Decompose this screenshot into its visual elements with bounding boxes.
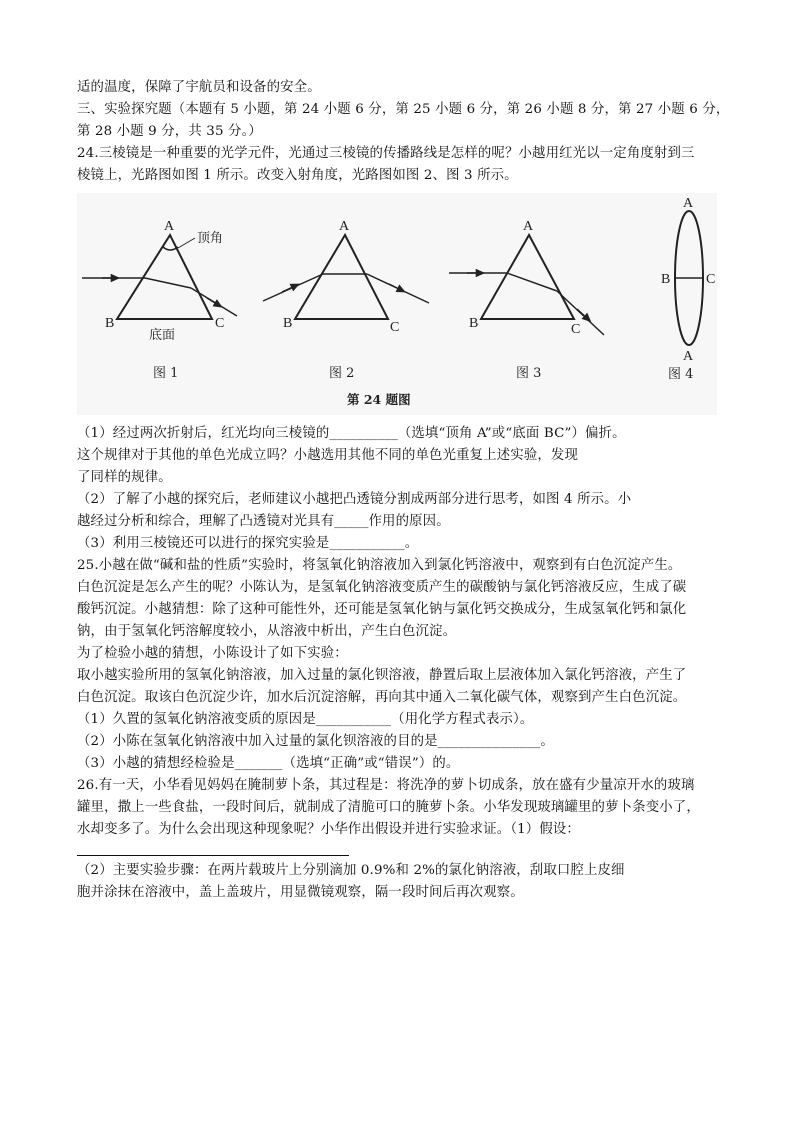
text-line: 酸钙沉淀。小越猜想：除了这种可能性外，还可能是氢氧化钠与氯化钙交换成分，生成氢氧化钙和氯化 [77, 602, 687, 617]
figure-1 [82, 219, 237, 381]
text-line: 罐里，撒上一些食盐，一段时间后，就制成了清脆可口的腌萝卜条。小华发现玻璃罐里的萝卜条变小了， [77, 800, 700, 815]
prism-diagrams [77, 193, 717, 415]
text-line: 适的温度，保障了宇航员和设备的安全。 [77, 80, 321, 95]
question-24: 24.三棱镜是一种重要的光学元件，光通过三棱镜的传播路线是怎样的呢？小越用红光以一定角度射到三 [77, 146, 695, 161]
fig3-left-letter: B [469, 316, 479, 331]
text-line: 了同样的规律。 [77, 470, 172, 485]
refracted-ray-3 [507, 273, 557, 291]
figure-4 [661, 196, 715, 382]
arrow-3b [577, 309, 589, 320]
text-line: 为了检验小越的猜想，小陈设计了如下实验： [77, 646, 348, 661]
fig3-right-letter: C [571, 322, 581, 337]
fig4-bottom-letter: A [683, 349, 694, 364]
text-line: 取小越实验所用的氢氧化钠溶液，加入过量的氯化钡溶液，静置后取上层液体加入氯化钙溶液，产生了 [77, 668, 687, 683]
q24-part2: （2）了解了小越的探究后，老师建议小越把凸透镜分割成两部分进行思考，如图 4 所示。小 [77, 492, 632, 507]
figure-title: 第 24 题图 [347, 392, 411, 407]
q24-part3: （3）利用三棱镜还可以进行的探究实验是___________。 [77, 536, 419, 551]
q26-part2: （2）主要实验步骤：在两片载玻片上分别滴加 0.9%和 2%的氯化钠溶液，刮取口腔上皮细 [77, 863, 625, 878]
arrow-1b [207, 298, 220, 306]
q24-part1: （1）经过两次折射后，红光均向三棱镜的__________（选填“顶角 A”或“底面 BC”）偏折。 [77, 426, 626, 441]
fig1-apex-letter: A [164, 219, 175, 234]
arrow-2a [282, 285, 297, 292]
apex-pointer [178, 238, 195, 248]
arrow-2b [389, 284, 403, 291]
fig1-caption: 图 1 [153, 366, 179, 381]
q25-part3: （3）小越的猜想经检验是_______（选填“正确”或“错误”）的。 [77, 756, 460, 771]
question-25: 25.小越在做“碱和盐的性质”实验时，将氢氧化钠溶液加入到氯化钙溶液中，观察到有白色沉淀产生。 [77, 558, 682, 573]
text-line: 这个规律对于其他的单色光成立吗？小越选用其他不同的单色光重复上述实验，发现 [77, 448, 579, 463]
fig4-left-letter: B [661, 272, 671, 287]
text-line: 钠，由于氢氧化钙溶解度较小，从溶液中析出，产生白色沉淀。 [77, 624, 457, 639]
text-line: 白色沉淀。取该白色沉淀少许，加水后沉淀溶解，再向其中通入二氧化碳气体，观察到产生白色沉淀。 [77, 690, 687, 705]
fig2-apex-letter: A [339, 219, 350, 234]
fig2-caption: 图 2 [329, 366, 355, 381]
text-line: 水却变多了。为什么会出现这种现象呢？小华作出假设并进行实验求证。（1）假设： [77, 822, 580, 837]
refracted-ray-1 [145, 278, 191, 288]
fig3-apex-letter: A [523, 219, 534, 234]
figure-3 [449, 219, 604, 381]
fig1-right-letter: C [215, 316, 225, 331]
question-26: 26.有一天，小华看见妈妈在腌制萝卜条，其过程是：将洗净的萝卜切成条，放在盛有少量凉开水的玻璃 [77, 778, 695, 793]
fig1-left-letter: B [105, 316, 115, 331]
fig2-right-letter: C [390, 320, 400, 335]
fig1-apex-label: 顶角 [197, 231, 224, 246]
fig4-top-letter: A [683, 196, 694, 211]
question-24-figure [77, 193, 717, 415]
text-line: 越经过分析和综合，理解了凸透镜对光具有_____作用的原因。 [77, 514, 450, 529]
fig4-caption: 图 4 [668, 367, 694, 382]
answer-blank-line [77, 855, 349, 856]
text-line: 胞并涂抹在溶液中，盖上盖玻片，用显微镜观察，隔一段时间后再次观察。 [77, 885, 524, 900]
text-line: 白色沉淀是怎么产生的呢？小陈认为，是氢氧化钠溶液变质产生的碳酸钠与氯化钙溶液反应，生成了碳 [77, 580, 687, 595]
text-line: 棱镜上，光路图如图 1 所示。改变入射角度，光路图如图 2、图 3 所示。 [77, 168, 518, 183]
q25-part2: （2）小陈在氢氧化钠溶液中加入过量的氯化钡溶液的目的是_______________。 [77, 734, 554, 749]
fig4-right-letter: C [706, 272, 716, 287]
section-heading: 三、实验探究题（本题有 5 小题，第 24 小题 6 分，第 25 小题 6 分，第 26 小题 8 分，第 27 小题 6 分， [77, 102, 730, 117]
fig2-left-letter: B [283, 316, 293, 331]
figure-2 [263, 219, 429, 381]
q25-part1: （1）久置的氢氧化钠溶液变质的原因是___________（用化学方程式表示）。 [77, 712, 534, 727]
fig3-caption: 图 3 [516, 366, 542, 381]
text-line: 第 28 小题 9 分，共 35 分。） [77, 124, 262, 139]
prism-3-triangle [481, 235, 574, 319]
fig1-base-label: 底面 [149, 328, 176, 343]
